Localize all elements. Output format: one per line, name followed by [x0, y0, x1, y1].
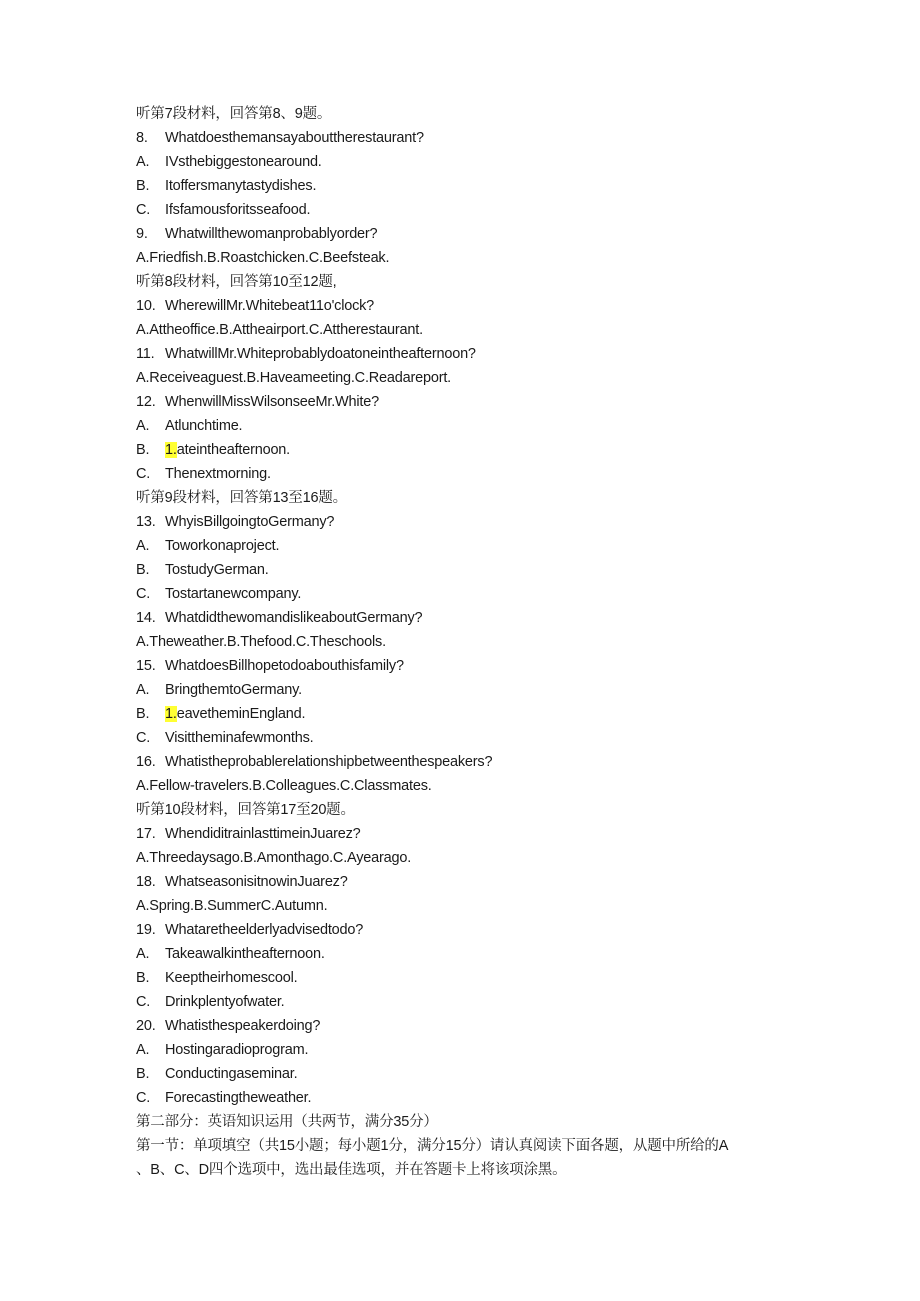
line-text: 听第10段材料，回答第17至20题。 — [136, 802, 355, 818]
question-line — [136, 222, 796, 246]
line-text: WhatdidthewomandislikeaboutGermany? — [165, 610, 423, 626]
line-text: 听第7段材料，回答第8、9题。 — [136, 106, 332, 122]
option-label: B. — [136, 970, 150, 986]
option-line — [136, 1038, 796, 1062]
question-number: 17. — [136, 826, 156, 842]
question-line — [136, 606, 796, 630]
option-line — [136, 990, 796, 1014]
question-line — [136, 510, 796, 534]
option-label: C. — [136, 1090, 151, 1106]
section-heading — [136, 1158, 796, 1182]
question-line — [136, 822, 796, 846]
question-number: 12. — [136, 394, 156, 410]
question-number: 20. — [136, 1018, 156, 1034]
option-line — [136, 1086, 796, 1110]
section-heading — [136, 798, 796, 822]
option-line — [136, 1062, 796, 1086]
option-line — [136, 942, 796, 966]
line-text: Thenextmorning. — [165, 466, 271, 482]
line-text: Forecastingtheweather. — [165, 1090, 312, 1106]
question-number: 10. — [136, 298, 156, 314]
section-heading — [136, 102, 796, 126]
option-line — [136, 438, 796, 462]
inline-options-line — [136, 894, 796, 918]
question-line — [136, 750, 796, 774]
line-text: 第一节：单项填空（共15小题；每小题1分，满分15分）请认真阅读下面各题，从题中所给的A — [136, 1138, 729, 1154]
line-text: WhyisBillgoingtoGermany? — [165, 514, 335, 530]
line-text: WhendiditrainlasttimeinJuarez? — [165, 826, 361, 842]
option-line — [136, 582, 796, 606]
option-label: B. — [136, 562, 150, 578]
line-text: 听第8段材料，回答第10至12题, — [136, 274, 337, 290]
option-label: C. — [136, 994, 151, 1010]
option-line — [136, 558, 796, 582]
line-text: Whatisthespeakerdoing? — [165, 1018, 321, 1034]
line-text: A.Fellow-travelers.B.Colleagues.C.Classmates. — [136, 778, 432, 794]
option-line — [136, 414, 796, 438]
inline-options-line — [136, 630, 796, 654]
option-label: C. — [136, 466, 151, 482]
option-label: A. — [136, 418, 150, 434]
inline-options-line — [136, 246, 796, 270]
option-line — [136, 726, 796, 750]
section-heading — [136, 270, 796, 294]
question-number: 18. — [136, 874, 156, 890]
option-line — [136, 462, 796, 486]
line-text: Toworkonaproject. — [165, 538, 280, 554]
question-line — [136, 390, 796, 414]
line-text: A.Attheoffice.B.Attheairport.C.Attherestaurant. — [136, 322, 423, 338]
line-text: WhatwillMr.Whiteprobablydoatoneintheafternoon? — [165, 346, 476, 362]
option-line — [136, 678, 796, 702]
option-label: C. — [136, 202, 151, 218]
option-label: B. — [136, 1066, 150, 1082]
option-label: C. — [136, 730, 151, 746]
inline-options-line — [136, 774, 796, 798]
line-text: 第二部分：英语知识运用（共两节，满分35分） — [136, 1114, 438, 1130]
line-text: Hostingaradioprogram. — [165, 1042, 309, 1058]
line-text: Itoffersmanytastydishes. — [165, 178, 317, 194]
line-text: A.Theweather.B.Thefood.C.Theschools. — [136, 634, 386, 650]
option-line — [136, 174, 796, 198]
line-text: A.Receiveaguest.B.Haveameeting.C.Readareport. — [136, 370, 452, 386]
highlighted-text: 1. — [165, 442, 177, 458]
line-text: Atlunchtime. — [165, 418, 243, 434]
line-text: Takeawalkintheafternoon. — [165, 946, 325, 962]
question-number: 15. — [136, 658, 156, 674]
line-text: Tostartanewcompany. — [165, 586, 302, 602]
option-label: B. — [136, 706, 150, 722]
line-text: 、B、C、D四个选项中，选出最佳选项，并在答题卡上将该项涂黑。 — [136, 1162, 567, 1178]
line-text: A.Threedaysago.B.Amonthago.C.Ayearago. — [136, 850, 412, 866]
question-number: 11. — [136, 346, 155, 362]
question-number: 14. — [136, 610, 156, 626]
question-number: 16. — [136, 754, 156, 770]
line-text: WhatseasonisitnowinJuarez? — [165, 874, 348, 890]
line-text: A.Friedfish.B.Roastchicken.C.Beefsteak. — [136, 250, 390, 266]
option-label: A. — [136, 1042, 150, 1058]
inline-options-line — [136, 318, 796, 342]
line-text: Keeptheirhomescool. — [165, 970, 298, 986]
line-text: Drinkplentyofwater. — [165, 994, 285, 1010]
line-text: Whatdoesthemansayabouttherestaurant? — [165, 130, 424, 146]
question-number: 9. — [136, 226, 148, 242]
option-label: A. — [136, 682, 150, 698]
option-label: B. — [136, 442, 150, 458]
question-line — [136, 342, 796, 366]
line-text: Visittheminafewmonths. — [165, 730, 314, 746]
line-text: ateintheafternoon. — [176, 442, 291, 458]
question-line — [136, 654, 796, 678]
highlighted-text: 1. — [165, 706, 177, 722]
question-number: 13. — [136, 514, 156, 530]
inline-options-line — [136, 366, 796, 390]
option-label: A. — [136, 154, 150, 170]
line-text: TostudyGerman. — [165, 562, 269, 578]
option-label: A. — [136, 946, 150, 962]
question-line — [136, 918, 796, 942]
line-text: IVsthebiggestonearound. — [165, 154, 322, 170]
option-line — [136, 198, 796, 222]
question-line — [136, 870, 796, 894]
option-line — [136, 966, 796, 990]
option-label: C. — [136, 586, 151, 602]
line-text: WhenwillMissWilsonseeMr.White? — [165, 394, 379, 410]
question-line — [136, 294, 796, 318]
line-text: Whataretheelderlyadvisedtodo? — [165, 922, 364, 938]
option-line — [136, 702, 796, 726]
question-number: 8. — [136, 130, 148, 146]
line-text: Ifsfamousforitsseafood. — [165, 202, 311, 218]
line-text: Whatwillthewomanprobablyorder? — [165, 226, 378, 242]
option-line — [136, 534, 796, 558]
line-text: WhatdoesBillhopetodoabouthisfamily? — [165, 658, 404, 674]
inline-options-line — [136, 846, 796, 870]
question-number: 19. — [136, 922, 156, 938]
line-text: Conductingaseminar. — [165, 1066, 298, 1082]
line-text: eavetheminEngland. — [176, 706, 306, 722]
line-text: WherewillMr.Whitebeat11o'clock? — [165, 298, 375, 314]
line-text: A.Spring.B.SummerC.Autumn. — [136, 898, 328, 914]
question-line — [136, 126, 796, 150]
question-line — [136, 1014, 796, 1038]
document-page — [136, 102, 796, 1182]
line-text: Whatistheprobablerelationshipbetweenthespeakers? — [165, 754, 493, 770]
section-heading — [136, 486, 796, 510]
section-heading — [136, 1110, 796, 1134]
line-text: 听第9段材料，回答第13至16题。 — [136, 490, 347, 506]
option-label: B. — [136, 178, 150, 194]
option-label: A. — [136, 538, 150, 554]
section-heading — [136, 1134, 796, 1158]
option-line — [136, 150, 796, 174]
line-text: BringthemtoGermany. — [165, 682, 302, 698]
